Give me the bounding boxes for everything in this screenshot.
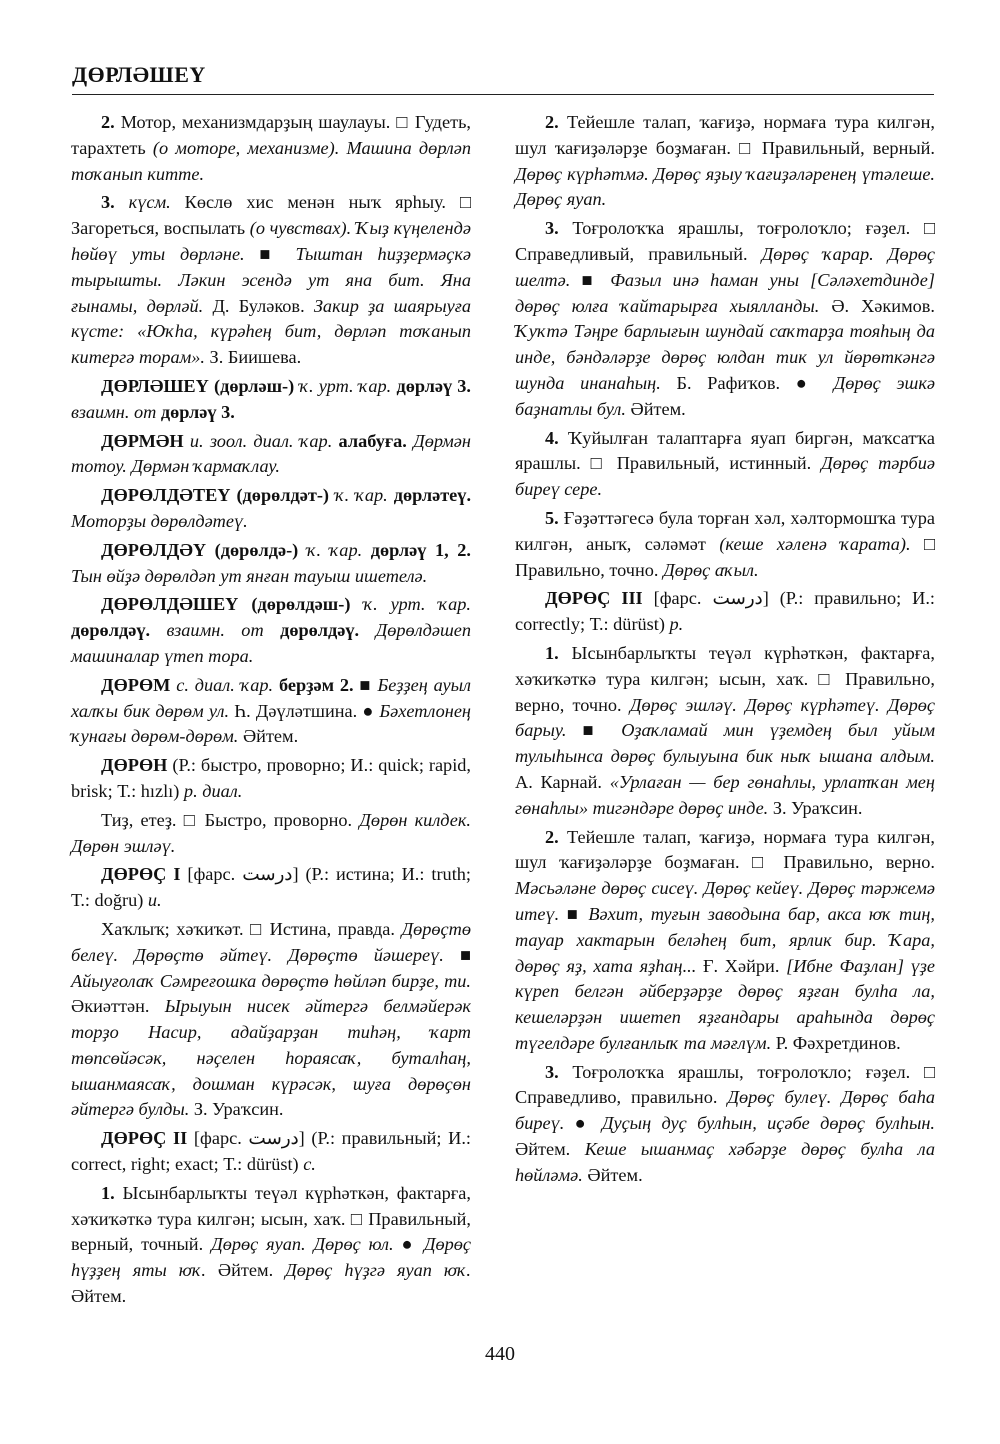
entry-paragraph: 3. күсм. Көслө хис менән ныҡ ярһыу. □ Загореться, воспылать (о чувствах). Ҡыҙ күңелендә һөйөү уты дөрләне. ■ Тыштан һиҙҙермәҫкә тырышты. Ләкин эсендә ут яна бит. Яна ғынамы, дөрләй. Д. Буләков. Закир ҙа шаярыуға күсте: «Юҡһа, күрәһең бит, дөрләп тоҡанып китергә торам». З. Биишева. — [71, 192, 472, 368]
entry-paragraph: Хаҡлыҡ; хәҡиҡәт. □ Истина, правда. Дөрөҫтө белеү. Дөрөҫтө әйтеү. Дөрөҫтө йәшереү. ■ Айыуғолаҡ Сәмреғошка дөрөҫтө һөйләп бирҙе, ти. Әкиәттән. Ырыуын нисек әйтергә белмәйерәк торҙо Насир, адайҙарҙан тиһәң, ҡарт төпсөйәсәк, нәҫелен һораясаҡ, буталһаң, ышанмаясаҡ, дошман күрәсәк, шуға дөрөҫөн әйтергә булды. З. Ураҡсин. — [71, 918, 471, 1120]
entry-paragraph: 2. Тейешле талап, ҡағиҙә, нормаға тура килгән, шул ҡағиҙәләрҙе боҙмаған. □ Правильный, верный. Дөрөҫ күрһәтмә. Дөрөҫ яҙыу ҡағиҙәләренең үтәлеше. Дөрөҫ яуап. — [515, 112, 935, 210]
entry-paragraph: ДӨРӨҪ III [фарс. درست] (Р.: правильно; И.: correctly; Т.: dürüst) р. — [515, 588, 935, 635]
entry-paragraph: 4. Ҡуйылған талаптарға яуап биргән, маҡсатҡа ярашлы. □ Правильный, истинный. Дөрөҫ тәрбиә биреү сере. — [515, 427, 935, 500]
right-column — [515, 110, 935, 1192]
entry-paragraph: ДӨРӨЛДӘТЕҮ (дөрөлдәт-) ҡ. ҡар. дөрләтеү. Моторҙы дөрөлдәтеү. — [71, 485, 472, 531]
page-number: 440 — [485, 1343, 515, 1365]
running-head: ДӨРЛӘШЕҮ — [72, 62, 206, 87]
entry-paragraph: ДӨРӨЛДӘҮ (дөрөлдә-) ҡ. ҡар. дөрләү 1, 2. Тын өйҙә дөрөлдәп ут янған тауыш ишетелә. — [71, 539, 471, 586]
entry-paragraph: ДӨРӨН (Р.: быстро, проворно; И.: quick; rapid, brisk; Т.: hızlı) р. диал. — [71, 755, 471, 801]
entry-paragraph: 2. Мотор, механизмдарҙың шаулауы. □ Гудеть, тарахтеть (о моторе, механизме). Машина дөрләп тоҡанып китте. — [71, 112, 471, 184]
entry-paragraph: ДӨРӨЛДӘШЕҮ (дөрөлдәш-) ҡ. урт. ҡар. дөрөлдәү. взаимн. от дөрөлдәү. Дөрөлдәшеп машиналар үтеп тора. — [71, 594, 472, 666]
left-column — [71, 110, 471, 1313]
entry-paragraph: 3. Тоғролоҡҡа ярашлы, тоғролоҡло; ғәҙел. □ Справедливо, правильно. Дөрөҫ булеү. Дөрөҫ баһа биреү. ● Дуҫың дуҫ булһын, иҫәбе дөрөҫ булһын. Әйтем. Кеше ышанмаҫ хәбәрҙе дөрөҫ булһа ла һөйләмә. Әйтем. — [515, 1061, 935, 1185]
entry-paragraph: ДӨРЛӘШЕҮ (дөрләш-) ҡ. урт. ҡар. дөрләү 3. взаимн. от дөрләү 3. — [71, 375, 471, 422]
entry-paragraph: ДӨРӨҪ I [фарс. درست] (Р.: истина; И.: truth; Т.: doğru) и. — [71, 864, 471, 911]
entry-paragraph: ДӨРМӘН и. зоол. диал. ҡар. алабуға. Дөрмән тотоу. Дөрмән ҡармаҡлау. — [71, 430, 471, 477]
page-header — [72, 60, 934, 95]
entry-paragraph: 2. Тейешле талап, ҡағиҙә, нормаға тура килгән, шул ҡағиҙәләрҙе боҙмаған. □ Правильно, верно. Мәсьәләне дөрөҫ сисеү. Дөрөҫ кейеү. Дөрөҫ тәржемә итеү. ■ Вәхит, туғын заводына бар, акса юҡ тиң, тауар хактарын беләһең бит, ярлик бир. Ҡара, дөрөҫ яҙ, хата яҙһаң... Ғ. Хәйри. [Ибне Фаҙлан] үҙе күреп белгән әйберҙәрҙе дөрөҫ яҙған булһа ла, кешеләрҙән ишетеп яҙғандары араһында дөрөҫ түгелдәре булғанлыҡ та мәғлүм. Р. Фәхретдинов. — [515, 826, 936, 1053]
entry-paragraph: 5. Ғәҙәттәгесә була торған хәл, хәлтормошҡа тура килгән, аныҡ, сәләмәт (кеше хәленә ҡарата). □ Правильно, точно. Дөрөҫ аҡыл. — [515, 507, 935, 580]
entry-paragraph: 1. Ысынбарлыҡты теүәл күрһәткән, фактарға, хәҡиҡәткә тура килгән; ысын, хаҡ. □ Правильный, верный, точный. Дөрөҫ яуап. Дөрөҫ юл. ● Дөрөҫ һүҙҙең яты юҡ. Әйтем. Дөрөҫ һүҙгә яуап юҡ. Әйтем. — [71, 1182, 471, 1307]
entry-paragraph: ДӨРӨМ с. диал. ҡар. берҙәм 2. ■ Беҙҙең ауыл халҡы бик дөрөм ул. Һ. Дәүләтшина. ● Бәхетлонең ҡунағы дөрөм-дөрөм. Әйтем. — [71, 674, 472, 747]
entry-paragraph: 1. Ысынбарлыҡты теүәл күрһәткән, фактарға, хәҡиҡәткә тура килгән; ысын, хаҡ. □ Правильно, верно, точно. Дөрөҫ эшләү. Дөрөҫ күрһәтеү. Дөрөҫ барыу. ■ Оҙаҡламай мин үҙемдең был уйым тулыһынса дөрөҫ булыуына бик ныҡ ышана алдым. А. Карнай. «Урлаған — бер гөнаһлы, урлатҡан мең гөнаһлы» тигәндәре дөрөҫ инде. З. Ураҡсин. — [515, 642, 935, 818]
entry-paragraph: 3. Тоғролоҡҡа ярашлы, тоғролоҡло; ғәҙел. □ Справедливый, правильный. Дөрөҫ ҡарар. Дөрөҫ шелтә. ■ Фазыл инә һаман уны [Сәләхетдинде] дөрөҫ юлға ҡайтарырға хыялланды. Ә. Хәкимов. Ҡуҡтә Тәңре барлығын шундай саҡтарҙа тояһың да инде, бәндәләрҙе дөрөҫ юлдан тик ул йөрөткәнгә шунда инанаһың. Б. Рафиҡов. ● Дөрөҫ эшкә баҙнатлы бул. Әйтем. — [515, 218, 936, 419]
entry-paragraph: Тиҙ, етеҙ. □ Быстро, проворно. Дөрөн килдек. Дөрөн эшләү. — [71, 809, 471, 856]
entry-paragraph: ДӨРӨҪ II [фарс. درست] (Р.: правильный; И.: correct, right; exact; Т.: dürüst) с. — [71, 1128, 471, 1175]
